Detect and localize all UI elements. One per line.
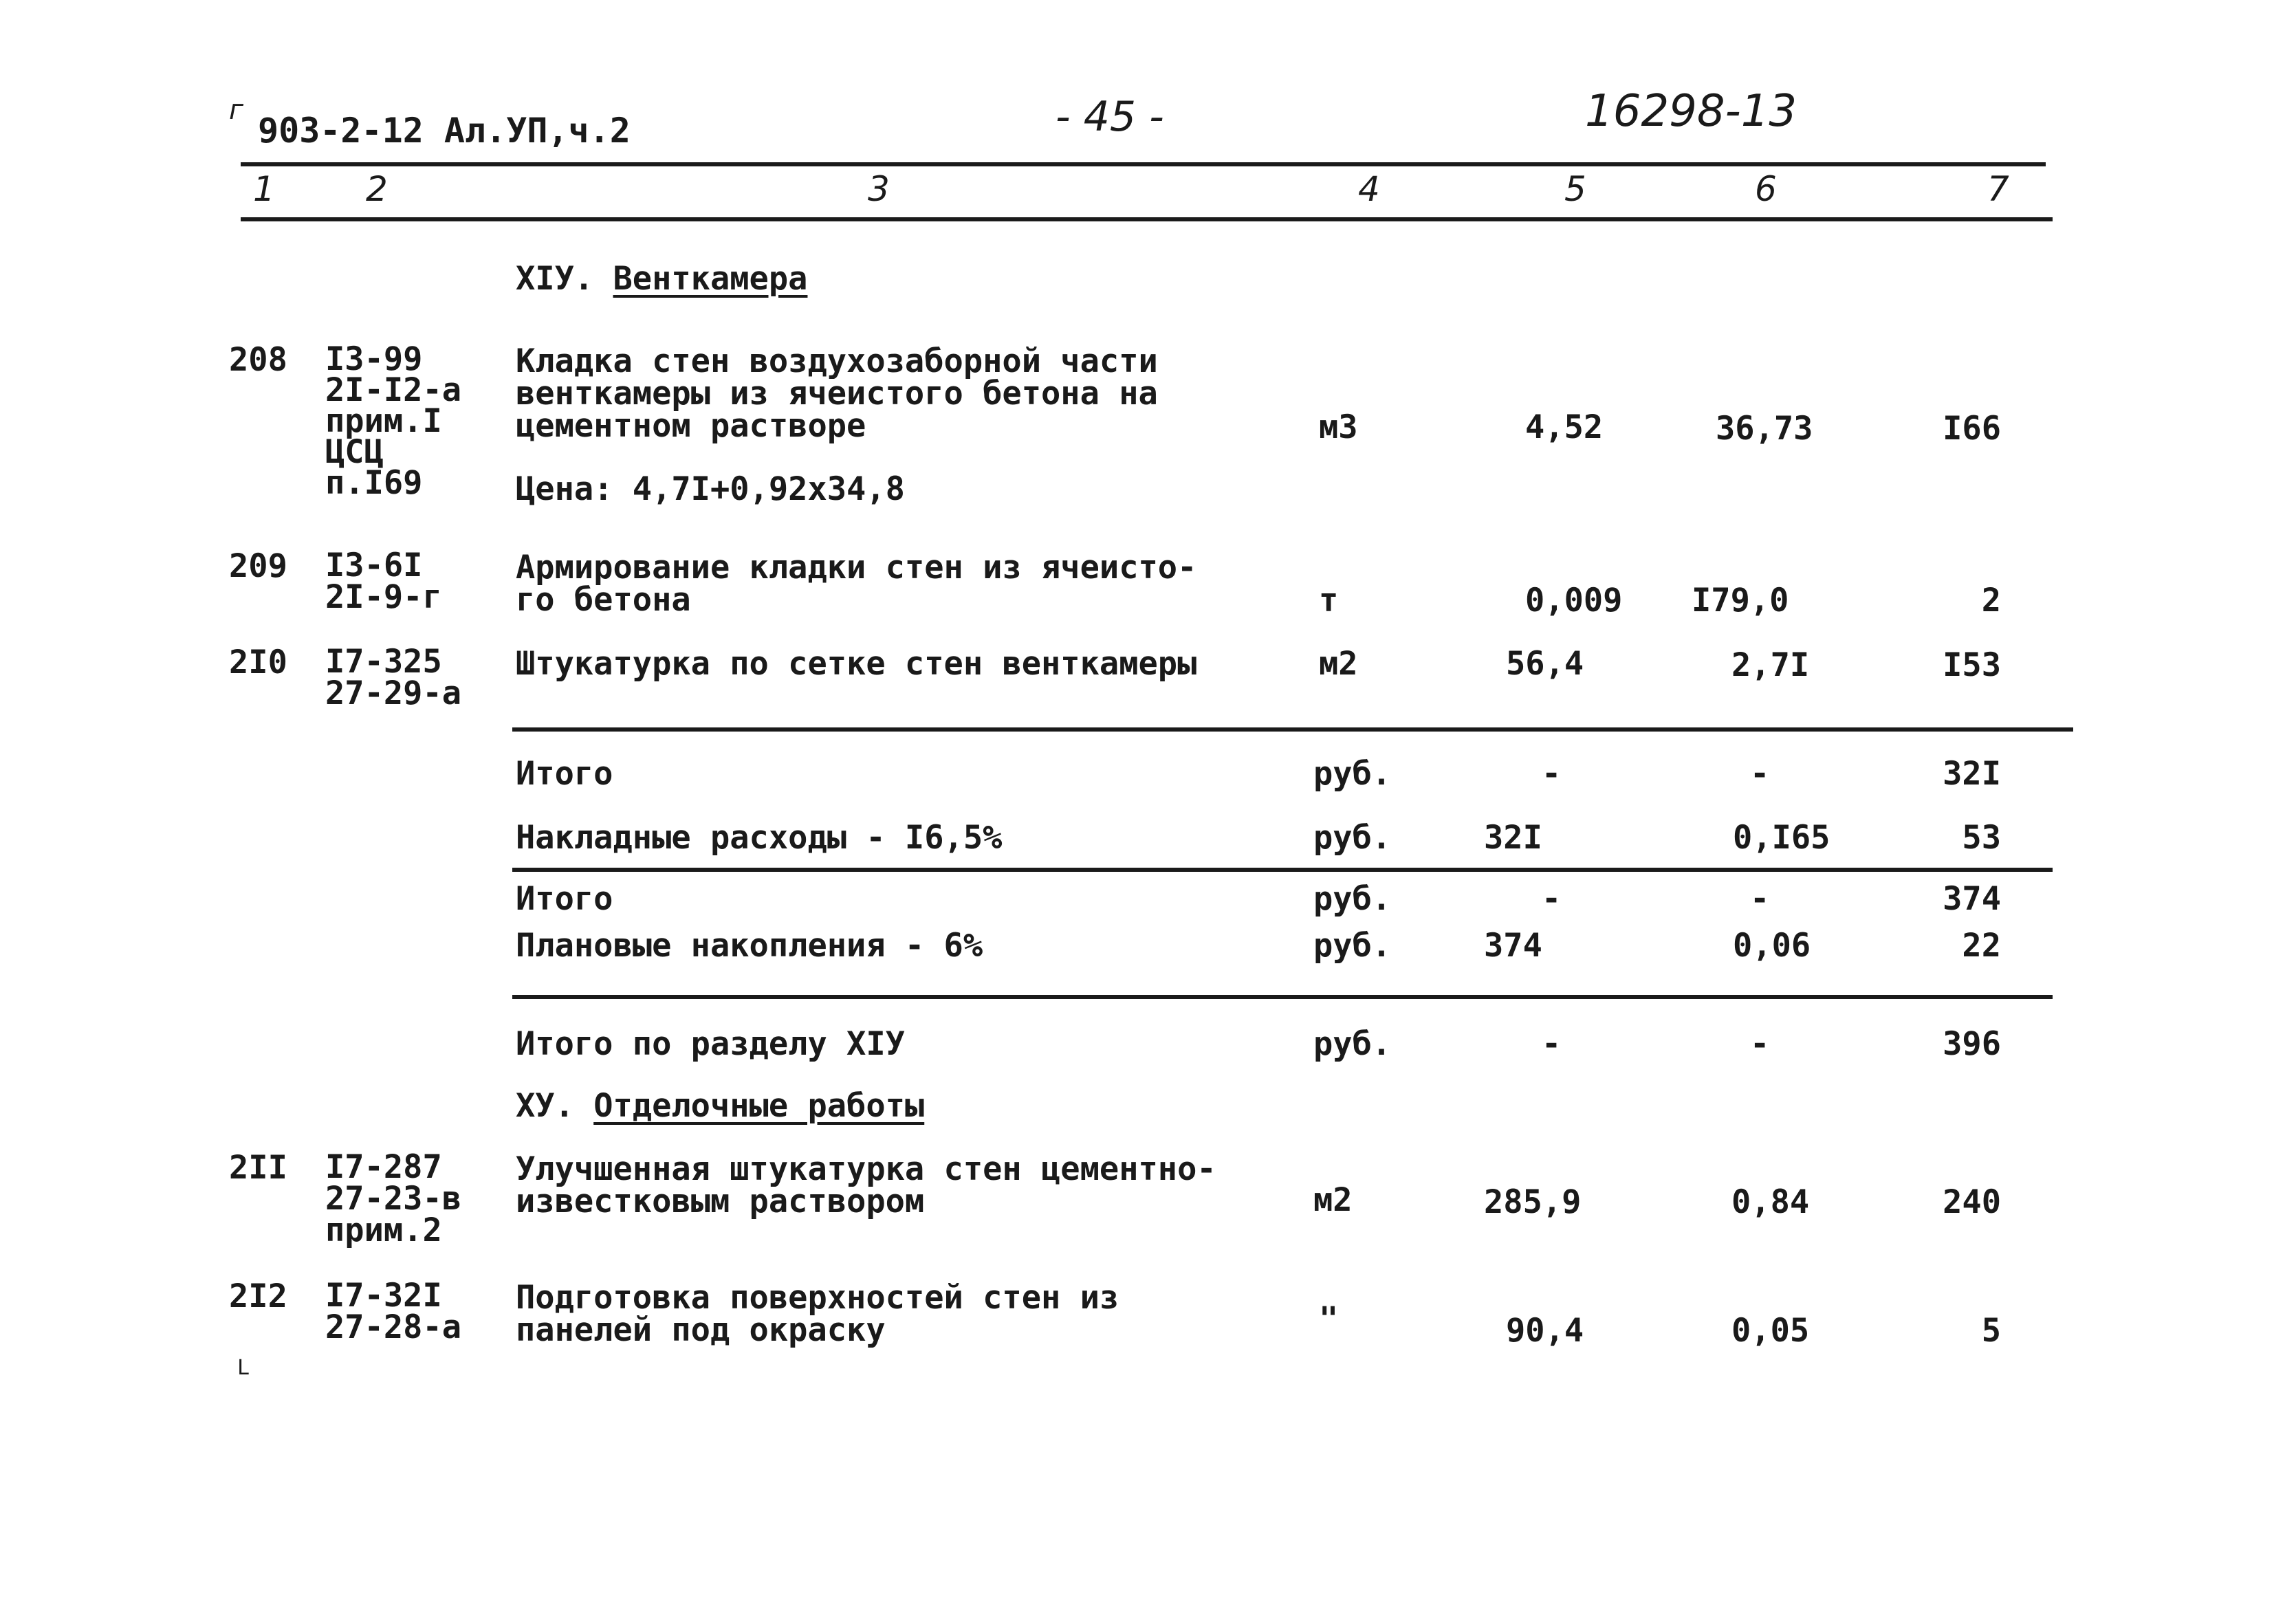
code-line: 2I-9-г <box>325 578 442 616</box>
subtotal-quantity: - <box>1542 755 1562 793</box>
summary-rule-2 <box>512 868 2053 872</box>
code-line: 27-28-а <box>325 1308 462 1346</box>
subtotal-total: 374 <box>1943 880 2001 918</box>
code-line: I7-32I <box>325 1277 442 1315</box>
description-line: Кладка стен воздухозаборной части <box>516 342 1158 380</box>
header-rule-top <box>241 162 2046 166</box>
description-line: панелей под окраску <box>516 1311 886 1349</box>
row-210-number: 2I0 <box>229 644 287 681</box>
planned-savings-total: 22 <box>1962 927 2001 965</box>
subtotal-label: Итого <box>516 880 613 918</box>
description-line: венткамеры из ячеистого бетона на <box>516 375 1158 413</box>
column-number-2: 2 <box>366 169 388 209</box>
section-heading-15 <box>516 1087 925 1125</box>
row-210-unit-price: 2,7I <box>1731 646 1810 684</box>
overhead-label: Накладные расходы - I6,5% <box>516 819 1003 857</box>
subtotal-unit: руб. <box>1313 880 1392 918</box>
code-line: прим.2 <box>325 1211 442 1249</box>
subtotal-quantity: - <box>1542 880 1562 918</box>
planned-savings-base: 374 <box>1484 927 1542 965</box>
row-211-unit-price: 0,84 <box>1731 1183 1810 1221</box>
overhead-total: 53 <box>1962 819 2001 857</box>
row-208-unit-price: 36,73 <box>1716 410 1813 448</box>
row-212-unit-price: 0,05 <box>1731 1312 1810 1350</box>
row-211-quantity: 285,9 <box>1484 1183 1582 1221</box>
code-line: ЦСЦ <box>325 433 384 471</box>
row-209-codes <box>325 547 442 616</box>
row-211-unit: м2 <box>1313 1181 1353 1219</box>
description-line: известковым раствором <box>516 1183 925 1220</box>
planned-savings-unit: руб. <box>1313 927 1392 965</box>
overhead-rate: 0,I65 <box>1733 819 1830 857</box>
section-total-label: Итого по разделу ХIУ <box>516 1025 905 1063</box>
summary-rule-1 <box>512 727 2073 732</box>
page-number: - 45 - <box>1056 93 1164 141</box>
subtotal-unit: руб. <box>1313 755 1392 793</box>
row-211-total: 240 <box>1943 1183 2001 1221</box>
row-212-total: 5 <box>1981 1312 2001 1350</box>
code-line: I3-99 <box>325 340 423 378</box>
description-line: Армирование кладки стен из ячеисто- <box>516 549 1197 586</box>
row-209-unit: т <box>1319 582 1339 619</box>
subtotal-label: Итого <box>516 755 613 793</box>
document-number: 16298-13 <box>1585 86 1797 137</box>
column-number-5: 5 <box>1564 169 1586 209</box>
row-211-number: 2II <box>229 1149 287 1187</box>
row-210-quantity: 56,4 <box>1506 645 1584 683</box>
overhead-unit: руб. <box>1313 819 1392 857</box>
section-total-price: - <box>1750 1025 1770 1063</box>
section-prefix: ХIУ. <box>516 260 594 298</box>
row-208-quantity: 4,52 <box>1525 408 1604 446</box>
code-line: 2I-I2-а <box>325 371 462 409</box>
row-209-unit-price: I79,0 <box>1692 582 1789 619</box>
row-208-description <box>516 342 1158 445</box>
footer-corner-mark: L <box>237 1356 250 1380</box>
row-208-number: 208 <box>229 341 287 379</box>
row-210-unit: м2 <box>1319 645 1358 683</box>
row-210-description: Штукатурка по сетке стен венткамеры <box>516 645 1197 683</box>
subtotal-price: - <box>1750 880 1770 918</box>
column-number-1: 1 <box>253 169 275 209</box>
row-209-description <box>516 549 1197 619</box>
row-212-codes <box>325 1277 462 1346</box>
section-total-quantity: - <box>1542 1025 1562 1063</box>
row-208-unit: м3 <box>1319 408 1358 446</box>
row-209-number: 209 <box>229 547 287 585</box>
description-line: цементном растворе <box>516 407 866 445</box>
row-208-price-note: Цена: 4,7I+0,92х34,8 <box>516 470 905 508</box>
row-208-codes <box>325 340 462 502</box>
row-208-total: I66 <box>1943 410 2001 448</box>
row-212-number: 2I2 <box>229 1277 287 1315</box>
row-212-unit-ditto: " <box>1319 1300 1339 1338</box>
header-rule-bottom <box>241 217 2053 221</box>
row-209-total: 2 <box>1981 582 2001 619</box>
section-title: Венткамера <box>613 260 808 298</box>
row-212-quantity: 90,4 <box>1506 1312 1584 1350</box>
code-line: I7-325 <box>325 643 442 681</box>
section-total-total: 396 <box>1943 1025 2001 1063</box>
column-number-3: 3 <box>868 169 890 209</box>
row-209-quantity: 0,009 <box>1525 582 1623 619</box>
code-line: I7-287 <box>325 1148 442 1186</box>
row-210-codes <box>325 643 462 712</box>
code-line: I3-6I <box>325 547 423 584</box>
row-211-codes <box>325 1148 462 1249</box>
planned-savings-rate: 0,06 <box>1733 927 1811 965</box>
description-line: Улучшенная штукатурка стен цементно- <box>516 1150 1216 1188</box>
column-number-4: 4 <box>1358 169 1380 209</box>
corner-mark: г <box>229 94 244 126</box>
row-210-total: I53 <box>1943 646 2001 684</box>
subtotal-price: - <box>1750 755 1770 793</box>
section-title: Отделочные работы <box>593 1087 925 1125</box>
column-number-7: 7 <box>1987 169 2009 209</box>
overhead-base: 32I <box>1484 819 1542 857</box>
section-total-unit: руб. <box>1313 1025 1392 1063</box>
description-line: го бетона <box>516 581 691 619</box>
planned-savings-label: Плановые накопления - 6% <box>516 927 983 965</box>
description-line: Подготовка поверхностей стен из <box>516 1279 1119 1317</box>
code-line: п.I69 <box>325 464 423 502</box>
row-212-description <box>516 1279 1119 1349</box>
document-code: 903-2-12 Ал.УП,ч.2 <box>258 111 631 151</box>
row-211-description <box>516 1150 1216 1220</box>
summary-rule-3 <box>512 995 2053 999</box>
section-prefix: ХУ. <box>516 1087 574 1125</box>
code-line: 27-29-а <box>325 674 462 712</box>
section-heading-14 <box>516 260 808 298</box>
code-line: 27-23-в <box>325 1180 462 1218</box>
subtotal-total: 32I <box>1943 755 2001 793</box>
code-line: прим.I <box>325 402 442 440</box>
column-number-6: 6 <box>1755 169 1777 209</box>
